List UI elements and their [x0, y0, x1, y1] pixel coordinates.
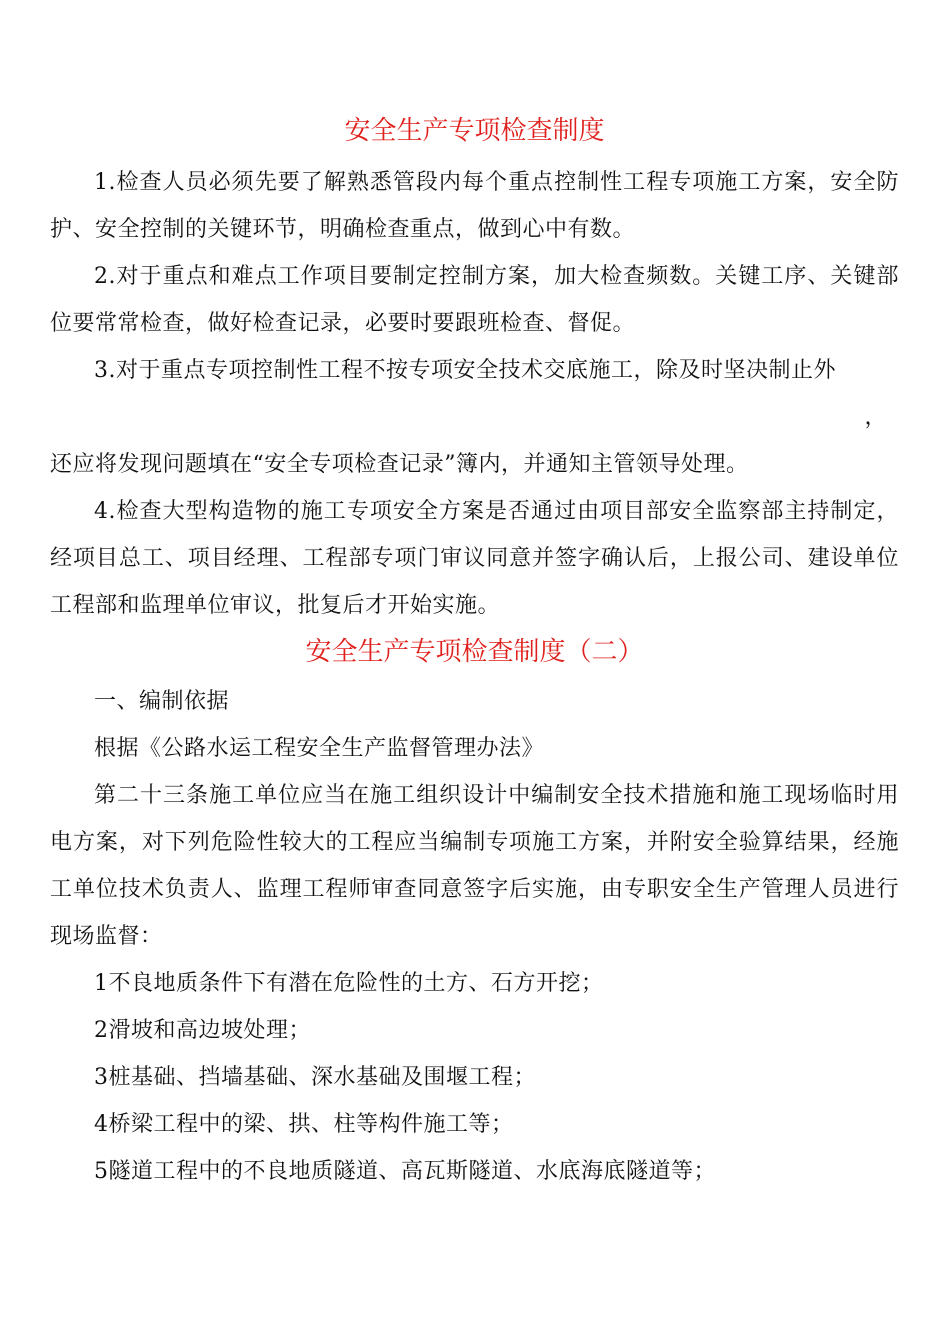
paragraph-3: 3.对于重点专项控制性工程不按专项安全技术交底施工，除及时坚决制止外 [94, 358, 836, 383]
paragraph-2: 2.对于重点和难点工作项目要制定控制方案，加大检查频数。关键工序、关键部位要常常检查，做好检查记录，必要时要跟班检查、督促。 [50, 264, 899, 336]
paragraph-1: 1.检查人员必须先要了解熟悉管段内每个重点控制性工程专项施工方案，安全防护、安全控制的关键环节，明确检查重点，做到心中有数。 [50, 170, 899, 242]
document-page [50, 108, 899, 1195]
reference-line: 根据《公路水运工程安全生产监督管理办法》 [94, 736, 545, 761]
paragraph-4: 4.检查大型构造物的施工专项安全方案是否通过由项目部安全监察部主持制定，经项目总工、项目经理、工程部专项门审议同意并签字确认后，上报公司、建设单位工程部和监理单位审议，批复后才开始实施。 [50, 499, 899, 618]
paragraph-3-comma [50, 394, 899, 441]
list-item-5: 5隧道工程中的不良地质隧道、高瓦斯隧道、水底海底隧道等； [94, 1159, 716, 1184]
article-paragraph: 第二十三条施工单位应当在施工组织设计中编制安全技术措施和施工现场临时用电方案，对下列危险性较大的工程应当编制专项施工方案，并附安全验算结果，经施工单位技术负责人、监理工程师审查同意签字后实施，由专职安全生产管理人员进行现场监督： [50, 783, 899, 949]
document-subtitle: 安全生产专项检查制度（二） [305, 637, 644, 667]
section-heading: 一、编制依据 [94, 689, 230, 714]
list-item-1: 1不良地质条件下有潜在危险性的土方、石方开挖； [94, 971, 604, 996]
list-item-2: 2滑坡和高边坡处理； [94, 1018, 311, 1043]
list-item-3: 3桩基础、挡墙基础、深水基础及围堰工程； [94, 1065, 536, 1090]
paragraph-3-continued: 还应将发现问题填在“安全专项检查记录”簿内，并通知主管领导处理。 [50, 452, 749, 477]
comma-mark: ， [864, 405, 887, 430]
list-item-4: 4桥梁工程中的梁、拱、柱等构件施工等； [94, 1112, 514, 1137]
document-title: 安全生产专项检查制度 [344, 116, 605, 146]
